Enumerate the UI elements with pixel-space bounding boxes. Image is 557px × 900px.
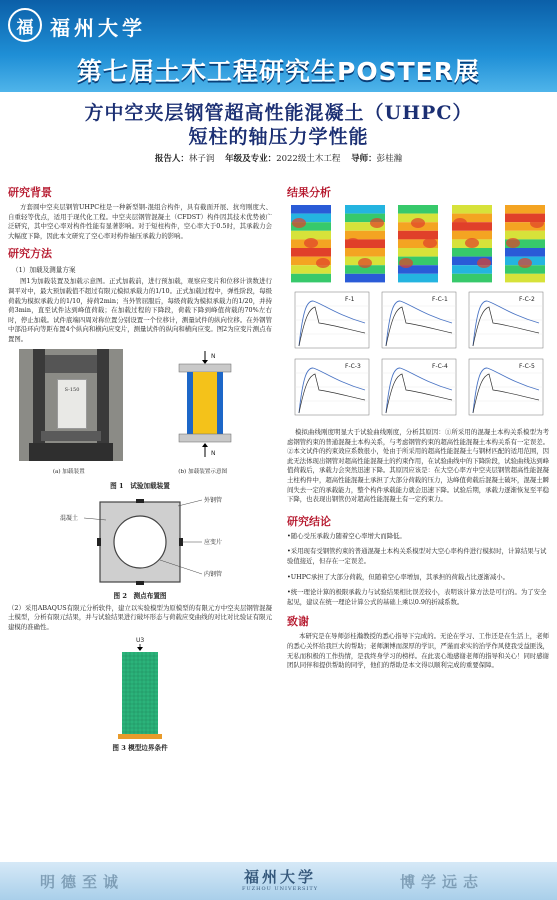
poster-title-line2: 短柱的轴压力学性能 [188, 126, 369, 148]
advisor-label: 导师： [351, 154, 377, 164]
u3-label: U3 [136, 637, 145, 645]
reporter-label: 报告人： [154, 154, 189, 164]
fig1-caption: 图 1 试验加载装置 [110, 481, 170, 490]
label-concrete: 混凝土 [60, 514, 79, 522]
load-strain-plot [376, 356, 460, 420]
plot-label: F-1 [345, 296, 355, 303]
background-text: 方套圆中空夹层钢管UHPC柱是一种新型钢-混组合构件，具有截面开展、抗弯刚度大、自重轻等优点，适用于现代化工程。中空夹层钢管混凝土（CFDST）构件因其技术优势被广泛研究，其中空心率对构件性能有显著影响。对于短柱构件，空心率大于0.5时，其承载力会大幅度下降，因此本文研究了空心率对构件轴压承载力的影响。 [8, 203, 272, 240]
contour-image [501, 203, 549, 285]
loading-device-photo [19, 349, 123, 461]
background-heading: 研究背景 [8, 186, 52, 199]
plot-label: F-C-4 [432, 363, 448, 370]
motto-left: 明德至诚 [40, 873, 125, 891]
label-inner-tube: 内钢管 [204, 570, 223, 578]
conclusion-item-1: •随心受压承载力随着空心率增大而降低。 [287, 531, 406, 540]
method-text1: 图1为加载装置及加载示意图。正式加载前，进行预加载，观察应变片和位移计读数进行调平对中，最大预加载值不超过有限元模拟承载力的1/10。正式加载过程中，弹性阶段，每级荷载为模拟承载力的1/10，持荷2min；当外管屈服后，每级荷载为模拟承载力的1/20，并持荷3min，直至试件达到峰值荷载；在加载过程的下降段，荷载下降到峰值荷载的70%左右时，停止加载。试件底端四周对称位置分别设置一个位移计，测量试件的纵向位移。在外钢管中部沿环向等距布置4个纵向和横向应变片，测量试件的纵向和横向应变。图2为应变片测点布置图。 [8, 277, 272, 343]
conclusion-item-3: •UHPC承担了大部分荷载，但随着空心率增加，其承担的荷载占比逐渐减小。 [287, 572, 510, 581]
footer-university-en: FUZHOU UNIVERSITY [241, 886, 319, 892]
fig1-subcaption-a: (a) 加载装置 [52, 468, 85, 475]
university-logo-icon: 福 [8, 8, 42, 42]
contour-images [287, 203, 549, 285]
contour-image [341, 203, 389, 285]
load-strain-plot [463, 289, 547, 353]
method-heading: 研究方法 [8, 247, 52, 261]
fig2-caption: 图 2 测点布置图 [113, 591, 167, 600]
contour-image [448, 203, 496, 285]
grade-label: 年级及专业： [225, 154, 277, 164]
advisor-name: 彭桂瀚 [376, 154, 403, 164]
reporter-name: 林子润 [188, 154, 215, 164]
thanks-text: 本研究是在导师彭桂瀚教授的悉心指导下完成的。无论在学习、工作还是在生活上，老师的悉心关怀给我巨大的帮助；老师渊博而深厚的学识，严谨而求实的治学作风使我受益匪浅，无私而积极的工作热情，是我终身学习的榜样。在此衷心地感谢老师的指导和关心！同时感谢团队同伴和提供帮助的同学，他们的帮助是本文得以顺利完成的重要保障。 [287, 632, 550, 670]
figure-1 [6, 349, 274, 467]
method-sub1: （1）加载及测量方案 [12, 266, 76, 275]
loading-schematic [149, 349, 261, 461]
schematic-n-top: N [211, 352, 216, 360]
figure-3-model-boundary [6, 634, 274, 742]
method-sub2: （2）采用ABAQUS有限元分析软件，建立以实验模型为原模型的有限元方中空夹层钢管混凝土模型，分析有限元结果，并与试验结果进行破坏形态与荷载应变曲线的对比对比验证有限元建模的准确性。 [8, 603, 272, 631]
results-heading: 结果分析 [287, 186, 331, 199]
label-strain-gauge: 应变片 [204, 538, 223, 546]
contour-image [394, 203, 442, 285]
grade-value: 2022级土木工程 [276, 154, 341, 164]
load-strain-plot [463, 356, 547, 420]
plot-label: F-C-3 [345, 363, 361, 370]
fig1-subcaption-b: (b) 加载装置示意图 [178, 468, 228, 475]
poster-title-line1: 方中空夹层钢管超高性能混凝土（UHPC） [84, 102, 473, 124]
conclusion-heading: 研究结论 [287, 514, 331, 528]
plot-label: F-C-5 [519, 363, 535, 370]
load-strain-plot [289, 356, 373, 420]
plot-label: F-C-1 [432, 296, 448, 303]
plot-label: F-C-2 [519, 296, 535, 303]
fig3-caption: 图 3 模型边界条件 [112, 744, 168, 753]
label-outer-tube: 外钢管 [204, 496, 223, 504]
contour-image [287, 203, 335, 285]
event-title: 第七届土木工程研究生POSTER展 [77, 57, 480, 86]
motto-right: 博学远志 [400, 873, 485, 891]
university-name: 福州大学 [50, 16, 146, 40]
conclusion-item-2: •采用现有受钢管约束的普通混凝土本构关系模型对大空心率构件进行模拟时，计算结果与试验值接近，但存在一定误差。 [287, 547, 547, 565]
figure-2-strain-gauge-layout [6, 494, 274, 590]
load-strain-plot [376, 289, 460, 353]
footer-university: 福州大学 [243, 868, 316, 886]
thanks-heading: 致谢 [287, 615, 309, 629]
load-strain-plot [289, 289, 373, 353]
load-strain-plots [285, 289, 551, 420]
schematic-n-bottom: N [211, 449, 216, 457]
left-column [6, 180, 274, 752]
results-text: 模拟曲线刚度明显大于试验曲线刚度，分析其原因：①所采用的混凝土本构关系模型为考虑钢管约束的普通混凝土本构关系，与考虑钢管约束的超高性能混凝土本构关系有一定误差。②本文试件的约束效应系数很小，处由于所采用的超高性能混凝土与钢材匹配的适用范围，因此无法体现出钢管对超高性能混凝土的约束作用，在试验曲线中的下降阶段，试验曲线达到峰值荷载后，承载力会突然迅速下降。其原因应该是：在大空心率方中空夹层钢管超高性能混凝土柱构件中，超高性能混凝土承担了大部分荷载的压力，达峰值荷载后混凝土破坏，混凝土瞬间失去一定的承载能力，整个构件承载能力就会迅速下降。试验后期，承载力逐渐恢复至平稳下降，也表现出钢管仍对超高性能混凝土有一定约束力。 [287, 428, 550, 504]
specimen-label: S-150 [57, 379, 87, 429]
conclusion-item-4: •统一理论计算的极限承载力与试验结果相比误差较小，表明该计算方法是可行的。为了安全起见，建议在统一理论计算公式的基础上乘以0.9的折减系数。 [287, 588, 547, 606]
right-column [285, 180, 551, 671]
author-line [0, 152, 557, 164]
